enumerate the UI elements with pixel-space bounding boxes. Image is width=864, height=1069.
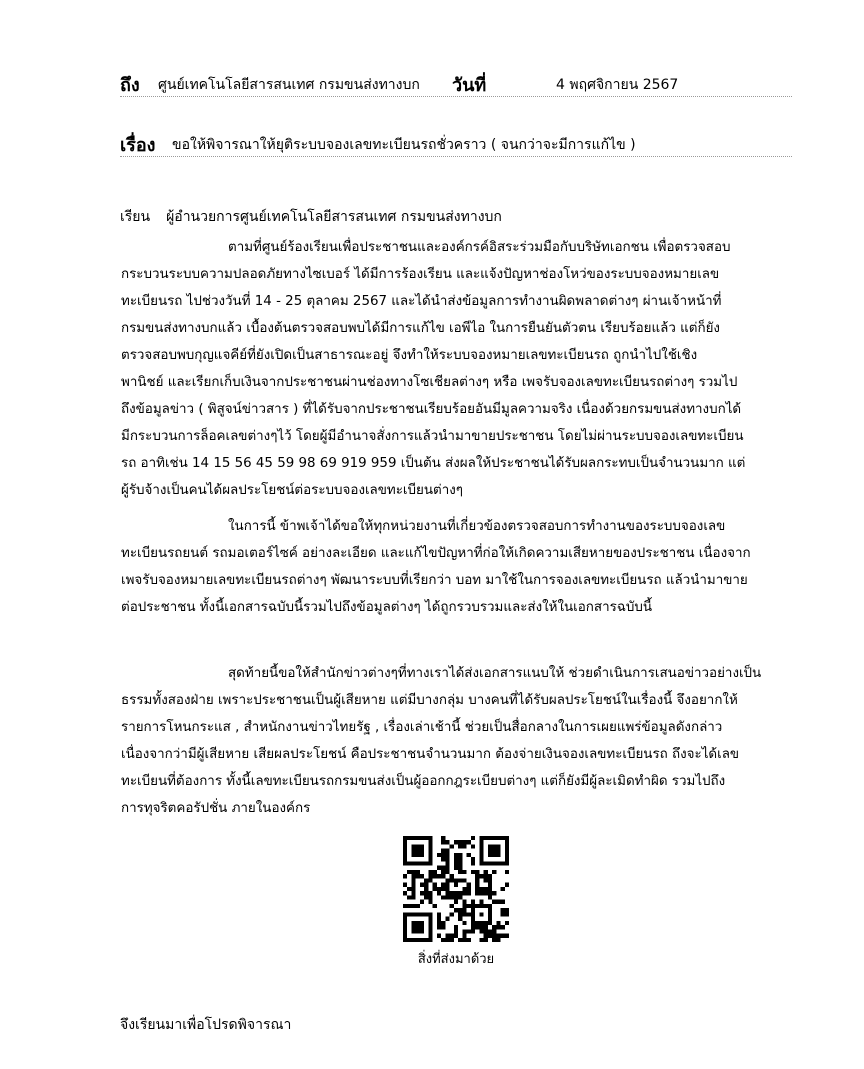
to-label: ถึง (120, 75, 140, 96)
salutation-label: เรียน (120, 209, 151, 225)
paragraph-line: มีกระบวนการล็อคเลขต่างๆไว้ โดยผู้มีอำนาจสั่งการแล้วนำมาขายประชาชน โดยไม่ผ่านระบบจองเลขทะเบียน (121, 429, 744, 444)
paragraph-line: ผู้รับจ้างเป็นคนได้ผลประโยชน์ต่อระบบจองเลขทะเบียนต่างๆ (121, 483, 463, 498)
paragraph-line: พานิชย์ และเรียกเก็บเงินจากประชาชนผ่านช่องทางโซเชียลต่างๆ หรือ เพจรับจองเลขทะเบียนรถต่างๆ รวมไป (121, 375, 738, 390)
body-paragraph-2 (121, 513, 792, 621)
subject-row (120, 130, 792, 157)
paragraph-line: การทุจริตคอรัปชั่น ภายในองค์กร (121, 801, 311, 816)
paragraph-line: ธรรมทั้งสองฝ่าย เพราะประชาชนเป็นผู้เสียหาย แต่มีบางกลุ่ม บางคนที่ได้รับผลประโยชน์ในเรื่องนี้ จึงอยากให้ (121, 693, 738, 708)
to-value: ศูนย์เทคโนโลยีสารสนเทศ กรมขนส่งทางบก (158, 77, 420, 93)
date-label: วันที่ (452, 75, 487, 96)
paragraph-line: กรมขนส่งทางบกแล้ว เบื้องต้นตรวจสอบพบได้มีการแก้ไข เอพีไอ ในการยืนยันตัวตน เรียบร้อยแล้ว แต่ก็ยัง (121, 321, 720, 336)
body-paragraph-3 (121, 660, 792, 822)
paragraph-line: สุดท้ายนี้ขอให้สำนักข่าวต่างๆที่ทางเราได้ส่งเอกสารแนบให้ ช่วยดำเนินการเสนอข่าวอย่างเป็น (228, 666, 762, 681)
paragraph-line: รถ อาทิเช่น 14 15 56 45 59 98 69 919 959 เป็นต้น ส่งผลให้ประชาชนได้รับผลกระทบเป็นจำนวนมาก แต่ (121, 456, 746, 471)
salutation (120, 206, 502, 228)
paragraph-line: ทะเบียนรถยนต์ รถมอเตอร์ไซค์ อย่างละเอียด และแก้ไขปัญหาที่ก่อให้เกิดความเสียหายของประชาชน เนื่องจาก (121, 546, 751, 561)
paragraph-line: ตรวจสอบพบกุญแจคีย์ที่ยังเปิดเป็นสาธารณะอยู่ จึงทำให้ระบบจองหมายเลขทะเบียนรถ ถูกนำไปใช้เชิง (121, 348, 698, 363)
paragraph-line: เพจรับจองหมายเลขทะเบียนรถต่างๆ พัฒนาระบบที่เรียกว่า บอท มาใช้ในการจองเลขทะเบียนรถ แล้วนำมาขาย (121, 573, 748, 588)
salutation-value: ผู้อำนวยการศูนย์เทคโนโลยีสารสนเทศ กรมขนส่งทางบก (166, 209, 502, 225)
paragraph-line: กระบวนระบบความปลอดภัยทางไซเบอร์ ได้มีการร้องเรียน และแจ้งปัญหาช่องโหว่ของระบบจองหมายเลข (121, 267, 720, 282)
subject-value: ขอให้พิจารณาให้ยุติระบบจองเลขทะเบียนรถชั่วคราว ( จนกว่าจะมีการแก้ไข ) (172, 137, 636, 153)
paragraph-line: ตามที่ศูนย์ร้องเรียนเพื่อประชาชนและองค์กรค์อิสระร่วมมือกับบริษัทเอกชน เพื่อตรวจสอบ (228, 240, 731, 255)
paragraph-line: ในการนี้ ข้าพเจ้าได้ขอให้ทุกหน่วยงานที่เกี่ยวข้องตรวจสอบการทำงานของระบบจองเลข (228, 519, 726, 534)
subject-label: เรื่อง (120, 135, 156, 156)
closing-line: จึงเรียนมาเพื่อโปรดพิจารณา (120, 1017, 292, 1033)
paragraph-line: ทะเบียนที่ต้องการ ทั้งนี้เลขทะเบียนรถกรมขนส่งเป็นผู้ออกกฎระเบียบต่างๆ แต่ก็ยังมีผู้ละเมิดทำผิด รวมไปถึง (121, 774, 726, 789)
paragraph-line: ถึงข้อมูลข่าว ( พิสูจน์ข่าวสาร ) ที่ได้รับจากประชาชนเรียบร้อยอันมีมูลความจริง เนื่องด้วยกรมขนส่งทางบกได้ (121, 402, 742, 417)
date-value: 4 พฤศจิกายน 2567 (556, 77, 679, 93)
recipient-row (120, 70, 792, 97)
attachment-caption: สิ่งที่ส่งมาด้วย (417, 952, 495, 967)
qr-code-icon (403, 836, 509, 942)
paragraph-line: รายการโหนกระแส , สำหนักงานข่าวไทยรัฐ , เรื่องเล่าเช้านี้ ช่วยเป็นสื่อกลางในการเผยแพร่ข้อมูลดังกล่าว (121, 720, 723, 735)
paragraph-line: เนื่องจากว่ามีผู้เสียหาย เสียผลประโยชน์ คือประชาชนจำนวนมาก ต้องจ่ายเงินจองเลขทะเบียนรถ ถึงจะได้เลข (121, 747, 740, 762)
body-paragraph-1 (121, 234, 792, 504)
paragraph-line: ต่อประชาชน ทั้งนี้เอกสารฉบับนี้รวมไปถึงข้อมูลต่างๆ ได้ถูกรวบรวมและส่งให้ในเอกสารฉบับนี้ (121, 600, 653, 615)
paragraph-line: ทะเบียนรถ ไปช่วงวันที่ 14 - 25 ตุลาคม 2567 และได้นำส่งข้อมูลการทำงานผิดพลาดต่างๆ ผ่านเจ้าหน้าที่ (121, 294, 722, 309)
